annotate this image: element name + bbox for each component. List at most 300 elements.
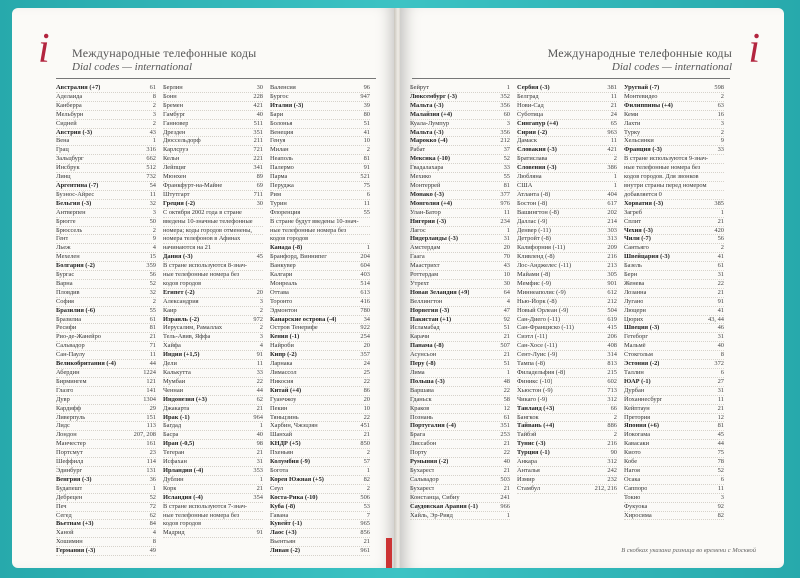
entry-code: 2 [720,244,724,252]
entry-name: В стране используются 7-знач- [163,502,248,510]
entry-code: 21 [503,351,510,359]
city-row [410,209,510,218]
entry-code: 33 [256,369,263,376]
entry-name: Лос-Анджелес (-11) [517,262,572,270]
city-row [270,378,370,387]
entry-code: 228 [253,92,263,100]
country-row [624,235,724,244]
entry-name: Ганновер [163,119,189,127]
city-row [56,396,156,405]
entry-code: 2 [259,306,263,314]
city-row [624,351,724,360]
entry-name: Эдмонтон [270,306,298,314]
page-title: Международные телефонные коды [72,46,257,60]
city-row [56,146,156,155]
country-row [410,342,510,351]
country-row [56,200,156,209]
entry-code: 313 [607,235,617,243]
entry-name: Брюссель [56,226,83,234]
city-row [410,120,510,129]
city-row [163,512,263,521]
entry-code: 31 [256,458,263,466]
city-row [56,227,156,236]
city-row [270,538,370,547]
entry-name: Сплит [624,217,642,225]
entry-code: 11 [610,92,617,100]
entry-code: 4 [506,297,510,305]
country-row [624,324,724,333]
city-row [270,324,370,333]
entry-name: Чили (-7) [624,235,651,243]
city-row [56,244,156,253]
entry-code: 72 [149,502,156,510]
entry-code: 69 [256,181,263,189]
city-row [410,512,510,521]
entry-name: Колумбия (-9) [270,458,310,466]
entry-code: 21 [717,404,724,412]
entry-code: 22 [503,449,510,457]
entry-name: Израиль (-2) [163,315,200,323]
city-row [270,235,370,244]
entry-name: В стране используются 9-знач- [624,155,709,163]
entry-name: Хошимин [56,538,83,546]
city-row [410,333,510,342]
entry-code: 80 [363,110,370,118]
footer-note: В скобках указана разница во времени с Москвой [621,547,756,554]
codes-column [270,84,370,556]
entry-code: 972 [253,315,263,323]
country-row [410,111,510,120]
city-row [163,209,263,218]
entry-name: Льеж [56,244,71,252]
entry-name: КНДР (+5) [270,440,301,448]
entry-code: 96 [363,84,370,91]
city-row [624,209,724,218]
entry-code: 82 [717,511,724,519]
entry-code: 212, 216 [594,484,617,492]
city-row [163,93,263,102]
entry-code: 48 [503,377,510,385]
entry-code: 604 [360,262,370,270]
entry-name: Басра [163,431,179,439]
bookmark-ribbon [386,538,392,568]
city-row [517,235,617,244]
entry-name: Порту [410,449,427,457]
city-row [517,458,617,467]
entry-code: 30 [503,279,510,287]
entry-name: Нидерланды (-3) [410,235,458,243]
entry-name: Бухарест [410,466,435,474]
entry-name: Берн [624,271,638,279]
entry-code: 54 [149,181,156,189]
entry-name: Иерусалим, Рамаллах [163,324,223,332]
entry-name: Тяньцзинь [270,413,299,421]
entry-code: 21 [717,217,724,225]
entry-name: кодов городов [163,520,202,528]
entry-code: 21 [503,466,510,474]
entry-name: Сиэтл (-11) [517,333,548,341]
entry-name: Сент-Луис (-9) [517,351,558,359]
city-row [270,298,370,307]
entry-code: 27 [717,377,724,385]
entry-code: 10 [503,271,510,279]
entry-name: Кеми [624,110,639,118]
entry-name: Лимассол [270,369,297,376]
country-row [410,191,510,200]
city-row [517,280,617,289]
entry-name: Тайбэй [517,431,537,439]
entry-name: Мальмё [624,342,646,350]
city-row [163,164,263,173]
entry-code: 9 [720,137,724,145]
entry-name: Утрехт [410,279,430,287]
city-row [270,253,370,262]
country-row [517,129,617,138]
entry-name: Швейцария (-3) [624,253,670,261]
country-row [624,253,724,262]
entry-code: 598 [714,84,724,91]
entry-name: Новая Зеландия (+9) [410,288,470,296]
entry-name: Детройт (-8) [517,235,551,243]
city-row [410,440,510,449]
entry-name: Кипр (-2) [270,351,297,359]
entry-name: Неаполь [270,155,293,163]
city-row [517,360,617,369]
city-row [270,396,370,405]
city-row [517,173,617,182]
entry-code: 11 [717,484,724,492]
entry-name: Малайзия (+4) [410,110,453,118]
entry-name: Гамбург [163,110,186,118]
entry-code: 64 [503,288,510,296]
entry-name: Бургас [56,271,75,279]
entry-code: 3 [506,119,510,127]
entry-name: Франция (-3) [624,146,662,154]
city-row [624,333,724,342]
entry-name: Маастрихт [410,262,440,270]
entry-code: 30 [256,199,263,207]
entry-code: 602 [607,377,617,385]
right-page [400,8,784,568]
entry-name: Бразилия (-6) [56,306,96,314]
city-row [56,191,156,200]
entry-code: 2 [366,484,370,492]
city-row [517,227,617,236]
city-row [270,414,370,423]
city-row [517,396,617,405]
entry-name: Саппоро [624,484,648,492]
entry-name: Нью-Йорк (-8) [517,297,557,305]
entry-name: Исландия (-4) [163,493,203,501]
entry-name: Монтевидео [624,92,658,100]
city-row [163,262,263,271]
city-row [410,396,510,405]
entry-code: 2 [152,101,156,109]
city-row [270,280,370,289]
city-row [56,137,156,146]
page-subtitle: Dial codes — international [611,61,732,73]
entry-name: кодов городов. Для звонков [624,173,699,181]
entry-code: 3 [152,110,156,118]
entry-name: Кливленд (-8) [517,253,555,261]
entry-code: 61 [149,315,156,323]
country-row [270,102,370,111]
entry-name: Портсмут [56,449,83,457]
city-row [517,200,617,209]
city-row [163,378,263,387]
entry-name: Бухарест [410,484,435,492]
entry-code: 31 [503,235,510,243]
entry-name: Румыния (-2) [410,458,449,466]
entry-code: 11 [149,351,156,359]
country-row [517,440,617,449]
entry-name: Карлсруэ [163,146,189,154]
country-row [56,547,156,556]
entry-name: внутри страны перед номером [624,181,707,189]
entry-code: 121 [146,377,156,385]
entry-name: Турку [624,128,641,136]
city-row [517,476,617,485]
entry-code: 66 [610,404,617,412]
entry-code: 2 [366,146,370,154]
entry-code: 21 [256,484,263,492]
entry-code: 3 [152,208,156,216]
entry-code: 89 [256,173,263,181]
entry-name: Лондон [56,431,77,439]
city-row [56,405,156,414]
entry-code: 612 [607,288,617,296]
country-row [624,200,724,209]
entry-code: 12 [503,404,510,412]
entry-code: 6 [720,369,724,376]
entry-name: Бонн [163,92,177,100]
entry-name: Польша (-3) [410,377,445,385]
country-row [56,262,156,271]
entry-code: 21 [610,101,617,109]
city-row [56,422,156,431]
entry-code: 312 [607,395,617,403]
entry-name: Перу (-8) [410,360,436,368]
city-row [517,387,617,396]
entry-name: Ливан (-2) [270,547,300,555]
entry-name: ЮАР (-1) [624,377,651,385]
entry-code: 2 [259,324,263,332]
entry-name: Фукуока [624,502,648,510]
city-row [517,244,617,253]
city-row [270,405,370,414]
city-row [163,218,263,227]
entry-code: 44 [256,386,263,394]
entry-name: Рабат [410,146,426,154]
city-row [624,503,724,512]
country-row [56,360,156,369]
country-row [624,146,724,155]
city-row [410,351,510,360]
country-row [410,378,510,387]
entry-name: Вена [56,137,70,145]
entry-name: Александрия [163,297,199,305]
entry-code: 507 [500,342,510,350]
entry-name: Ванкувер [270,262,296,270]
city-row [410,84,510,93]
entry-name: кодов городов [270,235,309,243]
entry-name: Милан [270,146,289,154]
entry-name: Калгари [270,271,293,279]
entry-code: 43, 44 [708,315,724,323]
entry-code: 113 [146,422,156,430]
city-row [56,120,156,129]
entry-name: Краков [410,404,430,412]
country-row [56,520,156,529]
entry-code: 141 [146,386,156,394]
entry-name: Мумбаи [163,377,186,385]
entry-code: 2 [613,155,617,163]
city-row [56,298,156,307]
entry-code: 34 [363,315,370,323]
entry-name: Австралия (+7) [56,84,101,91]
entry-name: Мексика (-10) [410,155,450,163]
entry-code: 356 [500,101,510,109]
entry-code: 3 [720,493,724,501]
entry-code: 216 [607,253,617,261]
country-row [270,351,370,360]
entry-name: Парма [270,173,288,181]
entry-code: 63 [717,101,724,109]
country-row [410,235,510,244]
entry-name: Ченнаи [163,386,184,394]
country-row [410,289,510,298]
country-row [270,476,370,485]
entry-code: 213 [607,262,617,270]
city-row [624,414,724,423]
entry-code: 161 [146,440,156,448]
city-row [163,84,263,93]
city-row [270,209,370,218]
entry-code: 856 [360,529,370,537]
entry-code: 357 [360,351,370,359]
entry-code: 511 [253,119,263,127]
country-row [517,120,617,129]
entry-name: Инсбрук [56,164,80,172]
country-row [624,102,724,111]
city-row [410,298,510,307]
entry-name: Лугано [624,297,644,305]
entry-code: 32 [149,199,156,207]
entry-code: 1 [259,422,263,430]
city-row [56,387,156,396]
codes-column [517,84,617,520]
entry-code: 43 [149,128,156,136]
entry-code: 3 [259,297,263,305]
entry-code: 619 [607,315,617,323]
entry-name: Богота [270,466,289,474]
entry-code: 49 [149,547,156,555]
entry-code: 11 [256,360,263,368]
entry-code: 70 [503,253,510,261]
entry-name: Куала-Лумпур [410,119,450,127]
entry-code: 41 [363,128,370,136]
city-row [410,449,510,458]
entry-code: 1 [506,84,510,91]
entry-name: Таиланд (+3) [517,404,555,412]
city-row [517,155,617,164]
country-row [163,289,263,298]
city-row [624,262,724,271]
codes-columns [56,84,378,556]
city-row [56,458,156,467]
entry-name: Нигерия (-3) [410,217,447,225]
city-row [410,369,510,378]
entry-code: 91 [256,529,263,537]
city-row [270,111,370,120]
entry-name: Абердин [56,369,80,376]
entry-name: Брюгге [56,217,76,225]
city-row [163,244,263,253]
country-row [624,84,724,93]
city-row [56,253,156,262]
city-row [517,351,617,360]
entry-name: добавляется 0 [624,190,662,198]
entry-name: Остров Тенерифе [270,324,318,332]
entry-code: 451 [360,422,370,430]
entry-code: 21 [363,431,370,439]
entry-code: 3 [259,333,263,341]
city-row [517,333,617,342]
entry-name: Вашингтон (-8) [517,208,559,216]
city-row [517,485,617,494]
city-row [163,235,263,244]
entry-code: 303 [607,226,617,234]
city-row [624,431,724,440]
entry-name: Хорватия (-3) [624,199,664,207]
entry-name: Штутгарт [163,190,190,198]
entry-code: 8 [152,92,156,100]
entry-name: Зальцбург [56,155,84,163]
entry-name: Сирия (-2) [517,128,548,136]
city-row [56,164,156,173]
entry-name: Индонезия (+3) [163,395,207,403]
entry-name: Лагос [410,226,426,234]
entry-code: 25 [363,369,370,376]
entry-code: 241 [500,493,510,501]
entry-code: 381 [607,84,617,91]
entry-code: 33 [503,164,510,172]
entry-code: 21 [256,404,263,412]
entry-name: Хьюстон (-9) [517,386,553,394]
country-row [163,440,263,449]
entry-code: 234 [500,217,510,225]
page-title: Международные телефонные коды [547,46,732,60]
page-subtitle: Dial codes — international [72,61,193,73]
entry-code: 91 [363,164,370,172]
entry-name: Дебрецен [56,493,83,501]
entry-code: 57 [363,458,370,466]
entry-name: Анталья [517,466,540,474]
entry-code: 780 [360,306,370,314]
entry-name: Кобе [624,458,638,466]
entry-name: Харбин, Чжэцзян [270,422,318,430]
entry-code: 312 [607,458,617,466]
entry-name: Карачи [410,333,430,341]
city-row [56,218,156,227]
country-row [410,129,510,138]
entry-code: 81 [149,324,156,332]
entry-name: Корк [163,484,177,492]
city-row [163,369,263,378]
entry-code: 504 [607,306,617,314]
entry-name: Гвадалахара [410,164,444,172]
country-row [624,378,724,387]
